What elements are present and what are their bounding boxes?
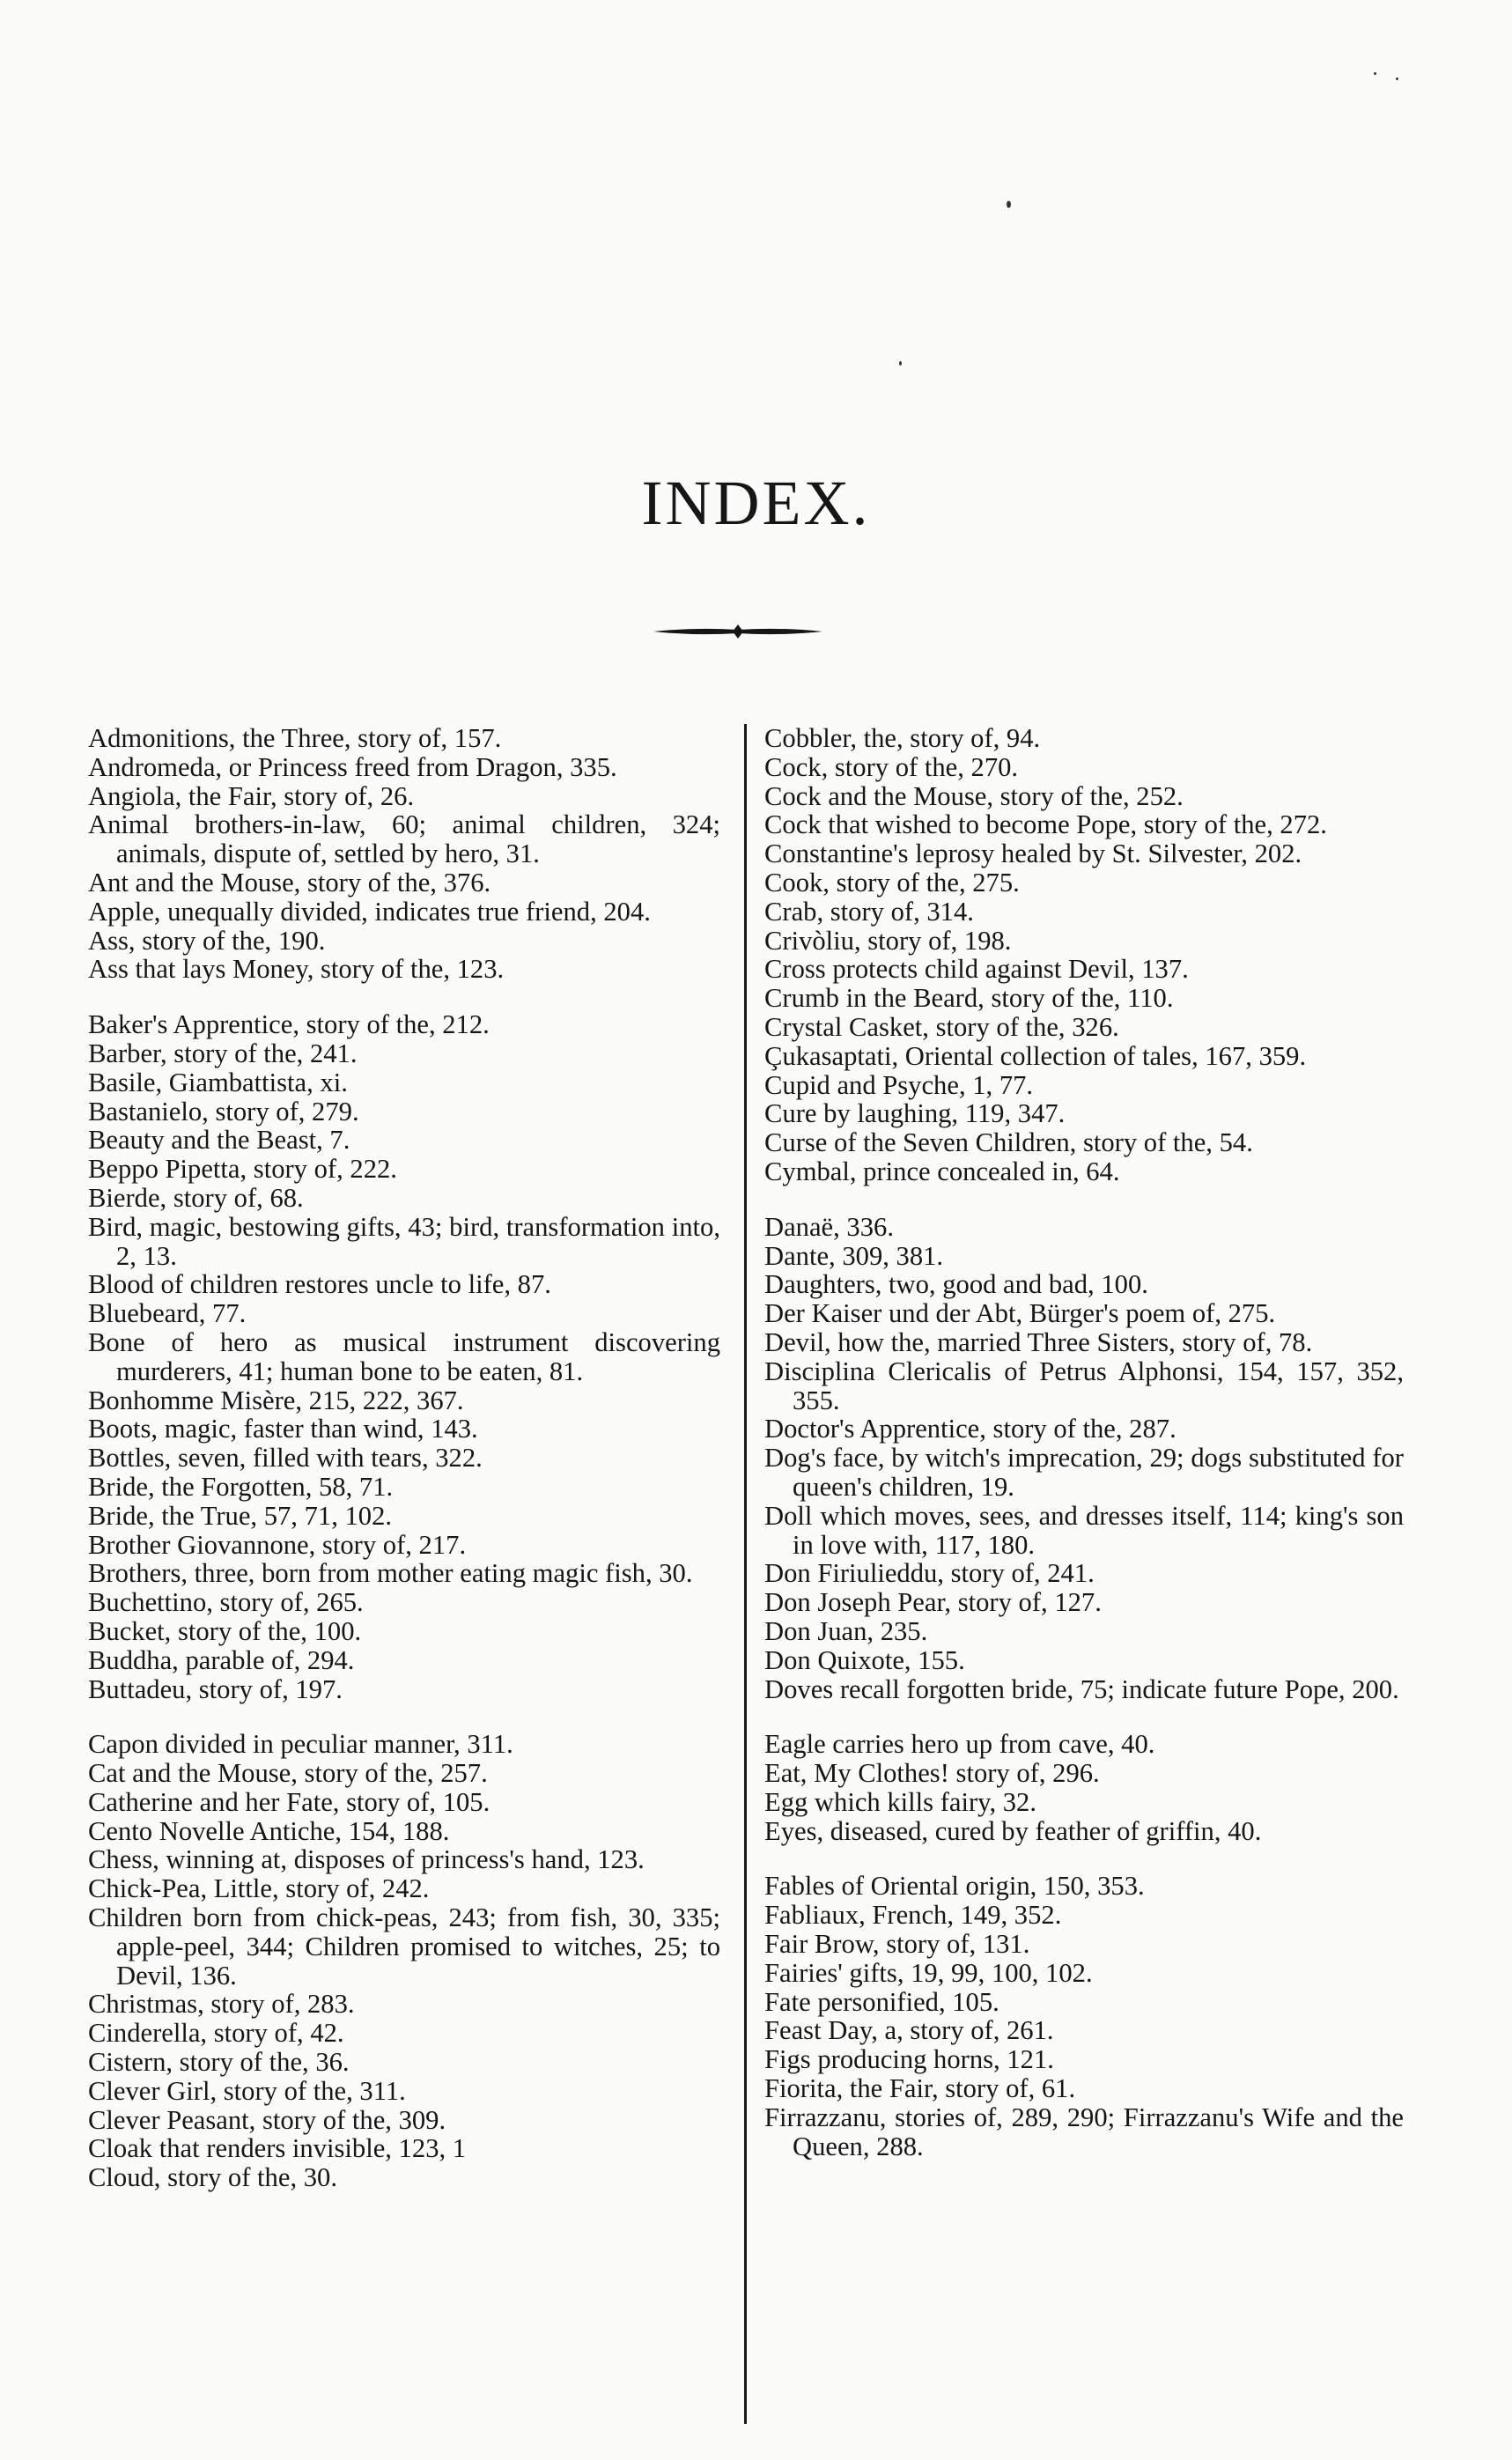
- index-entry: Bride, the True, 57, 71, 102.: [88, 1500, 393, 1531]
- speck: [1396, 78, 1398, 80]
- index-entry: Disciplina Clericalis of Petrus Alphonsi, 154, 157, 352, 355.: [764, 1356, 1404, 1415]
- column-divider: [744, 724, 747, 2424]
- index-entry: Doves recall forgotten bride, 75; indicate future Pope, 200.: [764, 1673, 1399, 1704]
- index-entry: Boots, magic, faster than wind, 143.: [88, 1414, 478, 1444]
- index-entry: Barber, story of the, 241.: [88, 1038, 358, 1068]
- index-entry: Fair Brow, story of, 131.: [764, 1929, 1030, 1960]
- index-entry: Eat, My Clothes! story of, 296.: [764, 1758, 1100, 1789]
- index-entry: Ass, story of the, 190.: [88, 925, 326, 956]
- index-entry: Crystal Casket, story of the, 326.: [764, 1011, 1119, 1042]
- index-entry: Apple, unequally divided, indicates true friend, 204.: [88, 896, 651, 927]
- index-entry: Firrazzanu, stories of, 289, 290; Firrazzanu's Wife and the Queen, 288.: [764, 2102, 1404, 2161]
- section-gap: [88, 984, 720, 1010]
- index-entry: Basile, Giambattista, xi.: [88, 1067, 348, 1097]
- index-entry: Don Quixote, 155.: [764, 1644, 965, 1675]
- index-entry: Fiorita, the Fair, story of, 61.: [764, 2073, 1076, 2104]
- index-entry: Don Juan, 235.: [764, 1615, 928, 1646]
- index-entry: Crivòliu, story of, 198.: [764, 925, 1012, 956]
- index-entry: Figs producing horns, 121.: [764, 2044, 1054, 2075]
- index-entry: Cloak that renders invisible, 123, 1: [88, 2133, 467, 2164]
- index-entry: Cook, story of the, 275.: [764, 867, 1020, 898]
- index-entry: Don Joseph Pear, story of, 127.: [764, 1587, 1102, 1618]
- index-entry: Brothers, three, born from mother eating magic fish, 30.: [88, 1558, 693, 1589]
- index-entry: Dante, 309, 381.: [764, 1240, 944, 1271]
- index-entry: Beauty and the Beast, 7.: [88, 1125, 350, 1156]
- index-entry: Bird, magic, bestowing gifts, 43; bird, transformation into, 2, 13.: [88, 1211, 720, 1271]
- index-column-right: [764, 724, 1404, 2161]
- index-entry: Bucket, story of the, 100.: [88, 1615, 362, 1646]
- index-entry: Blood of children restores uncle to life, 87.: [88, 1269, 551, 1300]
- index-entry: Chess, winning at, disposes of princess's hand, 123.: [88, 1844, 645, 1875]
- index-entry: Capon divided in peculiar manner, 311.: [88, 1729, 513, 1760]
- index-entry: Constantine's leprosy healed by St. Silvester, 202.: [764, 838, 1302, 869]
- section-gap: [764, 1845, 1404, 1872]
- index-entry: Admonitions, the Three, story of, 157.: [88, 723, 502, 753]
- index-entry: Cloud, story of the, 30.: [88, 2162, 337, 2193]
- index-entry: Don Firiulieddu, story of, 241.: [764, 1558, 1095, 1589]
- index-entry: Der Kaiser und der Abt, Bürger's poem of, 275.: [764, 1298, 1276, 1329]
- speck: [1007, 201, 1011, 208]
- section-gap: [764, 1703, 1404, 1730]
- index-entry: Egg which kills fairy, 32.: [764, 1786, 1036, 1817]
- index-entry: Buchettino, story of, 265.: [88, 1587, 364, 1618]
- index-entry: Cock, story of the, 270.: [764, 751, 1019, 782]
- index-entry: Ant and the Mouse, story of the, 376.: [88, 867, 491, 898]
- index-entry: Danaë, 336.: [764, 1211, 894, 1242]
- index-entry: Cock that wished to become Pope, story of the, 272.: [764, 809, 1327, 840]
- index-entry: Crab, story of, 314.: [764, 896, 974, 927]
- index-entry: Cistern, story of the, 36.: [88, 2047, 350, 2078]
- index-entry: Bastanielo, story of, 279.: [88, 1096, 359, 1127]
- speck: [899, 361, 902, 366]
- index-entry: Devil, how the, married Three Sisters, story of, 78.: [764, 1326, 1313, 1357]
- index-entry: Andromeda, or Princess freed from Dragon, 335.: [88, 751, 617, 782]
- index-entry: Feast Day, a, story of, 261.: [764, 2015, 1054, 2046]
- index-entry: Buddha, parable of, 294.: [88, 1644, 355, 1675]
- index-entry: Fabliaux, French, 149, 352.: [764, 1900, 1062, 1931]
- index-entry: Chick-Pea, Little, story of, 242.: [88, 1873, 430, 1904]
- index-entry: Dog's face, by witch's imprecation, 29; dogs substituted for queen's children, 19.: [764, 1443, 1404, 1502]
- index-entry: Doll which moves, sees, and dresses itself, 114; king's son in love with, 117, 180.: [764, 1500, 1404, 1560]
- index-entry: Cock and the Mouse, story of the, 252.: [764, 780, 1184, 811]
- title-ornament: [650, 622, 826, 641]
- index-entry: Children born from chick-peas, 243; from fish, 30, 335; apple-peel, 344; Children promised to witches, 25; to Devil, 136.: [88, 1902, 720, 1991]
- index-entry: Clever Peasant, story of the, 309.: [88, 2104, 446, 2135]
- index-entry: Beppo Pipetta, story of, 222.: [88, 1154, 397, 1185]
- index-entry: Eyes, diseased, cured by feather of griffin, 40.: [764, 1815, 1262, 1846]
- index-entry: Buttadeu, story of, 197.: [88, 1673, 343, 1704]
- index-entry: Baker's Apprentice, story of the, 212.: [88, 1009, 490, 1040]
- index-entry: Cupid and Psyche, 1, 77.: [764, 1069, 1034, 1100]
- index-entry: Cat and the Mouse, story of the, 257.: [88, 1758, 488, 1789]
- index-entry: Christmas, story of, 283.: [88, 1989, 355, 2020]
- index-entry: Curse of the Seven Children, story of the, 54.: [764, 1127, 1253, 1158]
- section-gap: [88, 1703, 720, 1730]
- index-entry: Daughters, two, good and bad, 100.: [764, 1269, 1148, 1300]
- index-entry: Bottles, seven, filled with tears, 322.: [88, 1443, 483, 1474]
- index-entry: Çukasaptati, Oriental collection of tales, 167, 359.: [764, 1040, 1307, 1071]
- index-entry: Bone of hero as musical instrument discovering murderers, 41; human bone to be eaten, 81.: [88, 1326, 720, 1386]
- index-entry: Cross protects child against Devil, 137.: [764, 954, 1189, 985]
- index-entry: Crumb in the Beard, story of the, 110.: [764, 983, 1174, 1014]
- index-entry: Cure by laughing, 119, 347.: [764, 1098, 1066, 1129]
- index-entry: Fate personified, 105.: [764, 1986, 999, 2017]
- index-entry: Fables of Oriental origin, 150, 353.: [764, 1871, 1145, 1902]
- index-entry: Angiola, the Fair, story of, 26.: [88, 780, 415, 811]
- index-entry: Eagle carries hero up from cave, 40.: [764, 1729, 1155, 1760]
- index-entry: Bierde, story of, 68.: [88, 1182, 304, 1213]
- section-gap: [764, 1186, 1404, 1213]
- index-entry: Doctor's Apprentice, story of the, 287.: [764, 1414, 1176, 1444]
- speck: [1374, 72, 1376, 75]
- index-entry: Cinderella, story of, 42.: [88, 2018, 344, 2049]
- index-entry: Animal brothers-in-law, 60; animal children, 324; animals, dispute of, settled by hero, 31.: [88, 809, 720, 869]
- index-entry: Cymbal, prince concealed in, 64.: [764, 1156, 1120, 1186]
- index-entry: Bonhomme Misère, 215, 222, 367.: [88, 1385, 464, 1415]
- page-title: INDEX.: [641, 468, 871, 538]
- index-entry: Catherine and her Fate, story of, 105.: [88, 1786, 490, 1817]
- index-entry: Cento Novelle Antiche, 154, 188.: [88, 1815, 450, 1846]
- index-entry: Fairies' gifts, 19, 99, 100, 102.: [764, 1957, 1093, 1988]
- index-entry: Bride, the Forgotten, 58, 71.: [88, 1471, 394, 1502]
- index-entry: Ass that lays Money, story of the, 123.: [88, 954, 505, 985]
- index-entry: Clever Girl, story of the, 311.: [88, 2075, 406, 2106]
- index-entry: Bluebeard, 77.: [88, 1298, 247, 1329]
- index-column-left: [88, 724, 720, 2192]
- index-entry: Brother Giovannone, story of, 217.: [88, 1529, 467, 1560]
- index-entry: Cobbler, the, story of, 94.: [764, 723, 1041, 753]
